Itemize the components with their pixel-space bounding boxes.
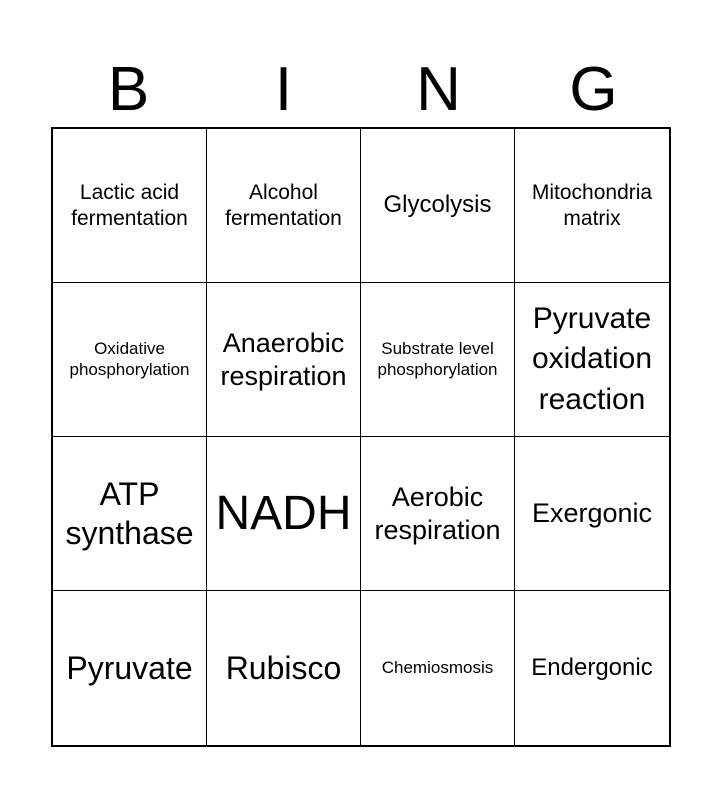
- bingo-cell: [361, 129, 515, 283]
- cell-label: Chemiosmosis: [381, 657, 494, 677]
- cell-label: Rubisco: [225, 649, 342, 686]
- cell-label: Pyruvate oxidation reaction: [531, 301, 653, 416]
- bingo-cell: [515, 283, 669, 437]
- cell-label: Lactic acid fermentation: [71, 181, 188, 230]
- cell-label: Pyruvate: [66, 649, 193, 686]
- bingo-cell: [515, 591, 669, 745]
- header-letter-b: B: [107, 55, 150, 124]
- cell-label: Substrate level phosphorylation: [377, 339, 498, 379]
- bingo-header: [51, 52, 671, 128]
- cell-label: Aerobic respiration: [374, 482, 501, 545]
- cell-label: Mitochondria matrix: [531, 181, 653, 230]
- bingo-cell: [361, 591, 515, 745]
- cell-label: Glycolysis: [383, 191, 492, 219]
- bingo-cell: [53, 591, 207, 745]
- cell-label: Alcohol fermentation: [225, 181, 342, 230]
- header-letter-g: G: [569, 55, 618, 124]
- bingo-cell: [207, 129, 361, 283]
- header-letter-n: N: [416, 55, 461, 124]
- bingo-cell: [53, 129, 207, 283]
- cell-label: ATP synthase: [65, 476, 194, 551]
- bingo-cell: [515, 437, 669, 591]
- bingo-cell: [515, 129, 669, 283]
- bingo-card-grid: [51, 127, 671, 747]
- bingo-cell: [207, 283, 361, 437]
- bingo-cell: [207, 591, 361, 745]
- bingo-cell: [53, 437, 207, 591]
- cell-label: NADH: [215, 486, 352, 540]
- cell-label: Exergonic: [531, 498, 653, 529]
- cell-label: Anaerobic respiration: [220, 328, 347, 391]
- bingo-cell: [207, 437, 361, 591]
- bingo-cell: [53, 283, 207, 437]
- cell-label: Endergonic: [531, 653, 653, 681]
- header-letter-i: I: [274, 55, 293, 124]
- bingo-cell: [361, 437, 515, 591]
- bingo-cell: [361, 283, 515, 437]
- cell-label: Oxidative phosphorylation: [69, 339, 190, 379]
